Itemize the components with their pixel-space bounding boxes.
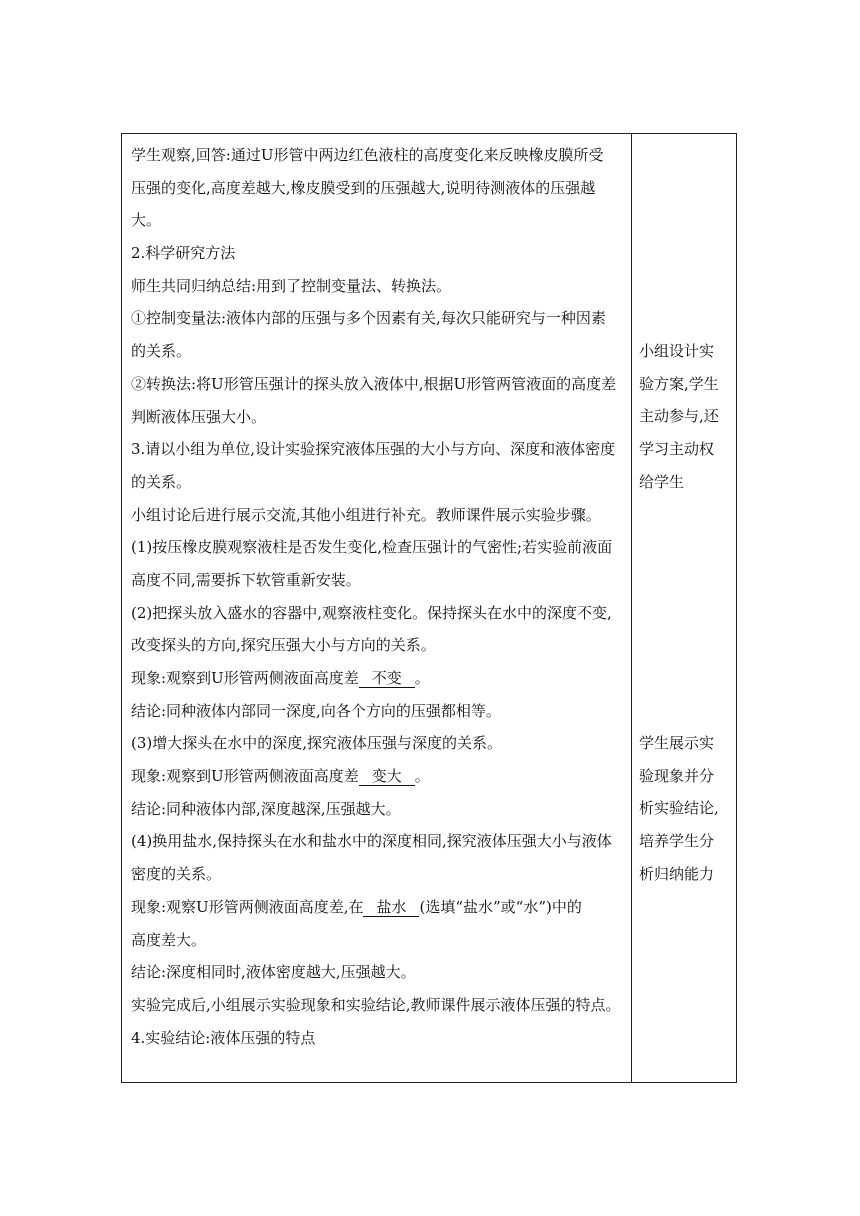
text-line: 高度不同,需要拆下软管重新安装。 bbox=[131, 570, 361, 589]
answer-blank: 不变 bbox=[359, 669, 415, 688]
observation-line-3 bbox=[131, 891, 627, 924]
observation-suffix: (选填“盐水”或“水”)中的 bbox=[419, 897, 582, 916]
conclusion-line-2: 结论:同种液体内部,深度越深,压强越大。 bbox=[131, 799, 401, 818]
section-heading: 2.科学研究方法 bbox=[131, 244, 236, 263]
side-note-line: 小组设计实 bbox=[639, 342, 715, 360]
text-line: ①控制变量法:液体内部的压强与多个因素有关,每次只能研究与一种因素 bbox=[131, 309, 606, 328]
side-note-line: 主动参与,还 bbox=[639, 407, 719, 426]
section-heading: 3.请以小组为单位,设计实验探究液体压强的大小与方向、深度和液体密度 bbox=[131, 440, 616, 459]
observation-suffix: 。 bbox=[414, 669, 430, 687]
text-line: 小组讨论后进行展示交流,其他小组进行补充。教师课件展示实验步骤。 bbox=[131, 505, 601, 524]
text-line: 大。 bbox=[131, 211, 162, 230]
observation-line-2 bbox=[131, 760, 627, 793]
conclusion-line-3: 结论:深度相同时,液体密度越大,压强越大。 bbox=[131, 963, 416, 982]
summary-line: 实验完成后,小组展示实验现象和实验结论,教师课件展示液体压强的特点。 bbox=[131, 995, 621, 1014]
side-note-line: 析归纳能力 bbox=[639, 864, 715, 883]
conclusion-line-1: 结论:同种液体内部同一深度,向各个方向的压强都相等。 bbox=[131, 701, 501, 720]
step-4-line: (4)换用盐水,保持探头在水和盐水中的深度相同,探究液体压强大小与液体 bbox=[131, 832, 612, 851]
conclusion-heading: 4.实验结论:液体压强的特点 bbox=[131, 1028, 316, 1047]
answer-blank: 盐水 bbox=[363, 898, 419, 917]
side-note-line: 学习主动权 bbox=[639, 440, 715, 459]
step-3-line: (3)增大探头在水中的深度,探究液体压强与深度的关系。 bbox=[131, 734, 503, 753]
side-note-line: 培养学生分 bbox=[639, 832, 715, 851]
answer-blank: 变大 bbox=[359, 767, 415, 786]
observation-line-1 bbox=[131, 662, 627, 695]
side-note-line: 学生展示实 bbox=[639, 734, 715, 752]
step-4-line-cont: 密度的关系。 bbox=[131, 865, 222, 884]
observation-prefix: 现象:观察到U形管两侧液面高度差 bbox=[131, 767, 359, 786]
side-note-line: 验现象并分 bbox=[639, 766, 715, 785]
observation-suffix: 。 bbox=[414, 767, 430, 786]
text-line: (1)按压橡皮膜观察液柱是否发生变化,检查压强计的气密性;若实验前液面 bbox=[131, 538, 613, 557]
observation-prefix: 现象:观察到U形管两侧液面高度差 bbox=[131, 669, 359, 687]
text-line: 改变探头的方向,探究压强大小与方向的关系。 bbox=[131, 636, 436, 655]
text-line: ②转换法:将U形管压强计的探头放入液体中,根据U形管两管液面的高度差 bbox=[131, 374, 617, 393]
side-note-line: 验方案,学生 bbox=[639, 374, 719, 393]
text-line: 判断液体压强大小。 bbox=[131, 407, 267, 426]
design-intent-note-1 bbox=[639, 335, 731, 498]
text-line: 压强的变化,高度差越大,橡皮膜受到的压强越大,说明待测液体的压强越 bbox=[131, 178, 596, 197]
text-line: 的关系。 bbox=[131, 342, 192, 361]
design-intent-note-2 bbox=[639, 727, 731, 890]
text-line: 师生共同归纳总结:用到了控制变量法、转换法。 bbox=[131, 276, 452, 295]
observation-line-3-cont: 高度差大。 bbox=[131, 930, 207, 949]
text-line: (2)把探头放入盛水的容器中,观察液柱变化。保持探头在水中的深度不变, bbox=[131, 603, 612, 622]
observation-prefix: 现象:观察U形管两侧液面高度差,在 bbox=[131, 897, 364, 916]
text-line: 的关系。 bbox=[131, 472, 192, 491]
column-divider bbox=[631, 133, 632, 1083]
side-note-line: 析实验结论, bbox=[639, 799, 719, 818]
side-note-line: 给学生 bbox=[639, 472, 685, 491]
text-line: 学生观察,回答:通过U形管中两边红色液柱的高度变化来反映橡皮膜所受 bbox=[131, 146, 604, 164]
main-content-column bbox=[131, 139, 627, 1054]
